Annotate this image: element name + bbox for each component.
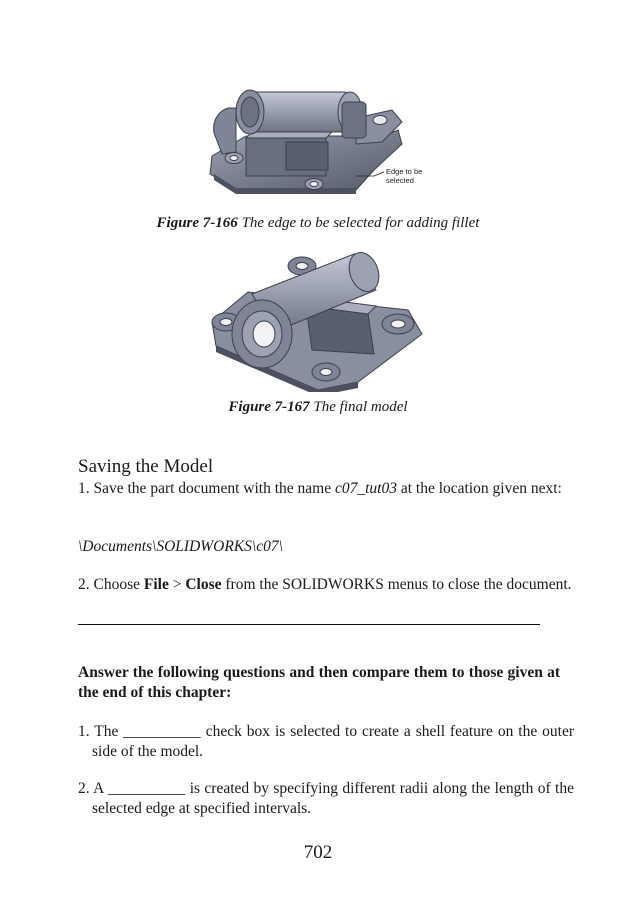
save-path: \Documents\SOLIDWORKS\c07\ [78,538,283,555]
question-1: 1. The __________ check box is selected to create a shell feature on the outer side of the model. [78,723,574,760]
step-2-text-b: from the SOLIDWORKS menus to close the document. [221,576,572,593]
figure-7-166-model-image [206,78,432,198]
step-1-filename: c07_tut03 [334,480,397,497]
figure-7-167-caption [0,399,636,416]
edge-callout-line-1: Edge to be [386,167,423,176]
step-2-file-menu: File [143,576,169,593]
figure-7-167-model-image [208,250,428,392]
step-1 [78,479,574,499]
step-1-text-a: 1. Save the part document with the name [78,480,335,497]
page-number: 702 [303,842,333,863]
edge-callout-line-2: selected [386,176,414,185]
step-2-close-command: Close [185,576,222,593]
section-heading: Saving the Model [78,456,214,477]
section-divider [78,624,540,625]
question-2: 2. A __________ is created by specifying different radii along the length of the selected edge at specified intervals. [78,780,574,817]
figure-7-166-label: Figure 7-166 [156,215,238,231]
figure-7-166-text: The edge to be selected for adding fillet [237,215,480,231]
figure-7-167-text: The final model [309,399,408,415]
step-1-text-b: at the location given next: [396,480,562,497]
step-2-text-a: 2. Choose [78,576,144,593]
step-2 [78,575,574,595]
figure-7-166-caption [0,215,636,232]
figure-7-167-label: Figure 7-167 [228,399,310,415]
step-2-gt: > [168,576,186,593]
questions-intro: Answer the following questions and then compare them to those given at the end of this chapter: [78,664,560,701]
